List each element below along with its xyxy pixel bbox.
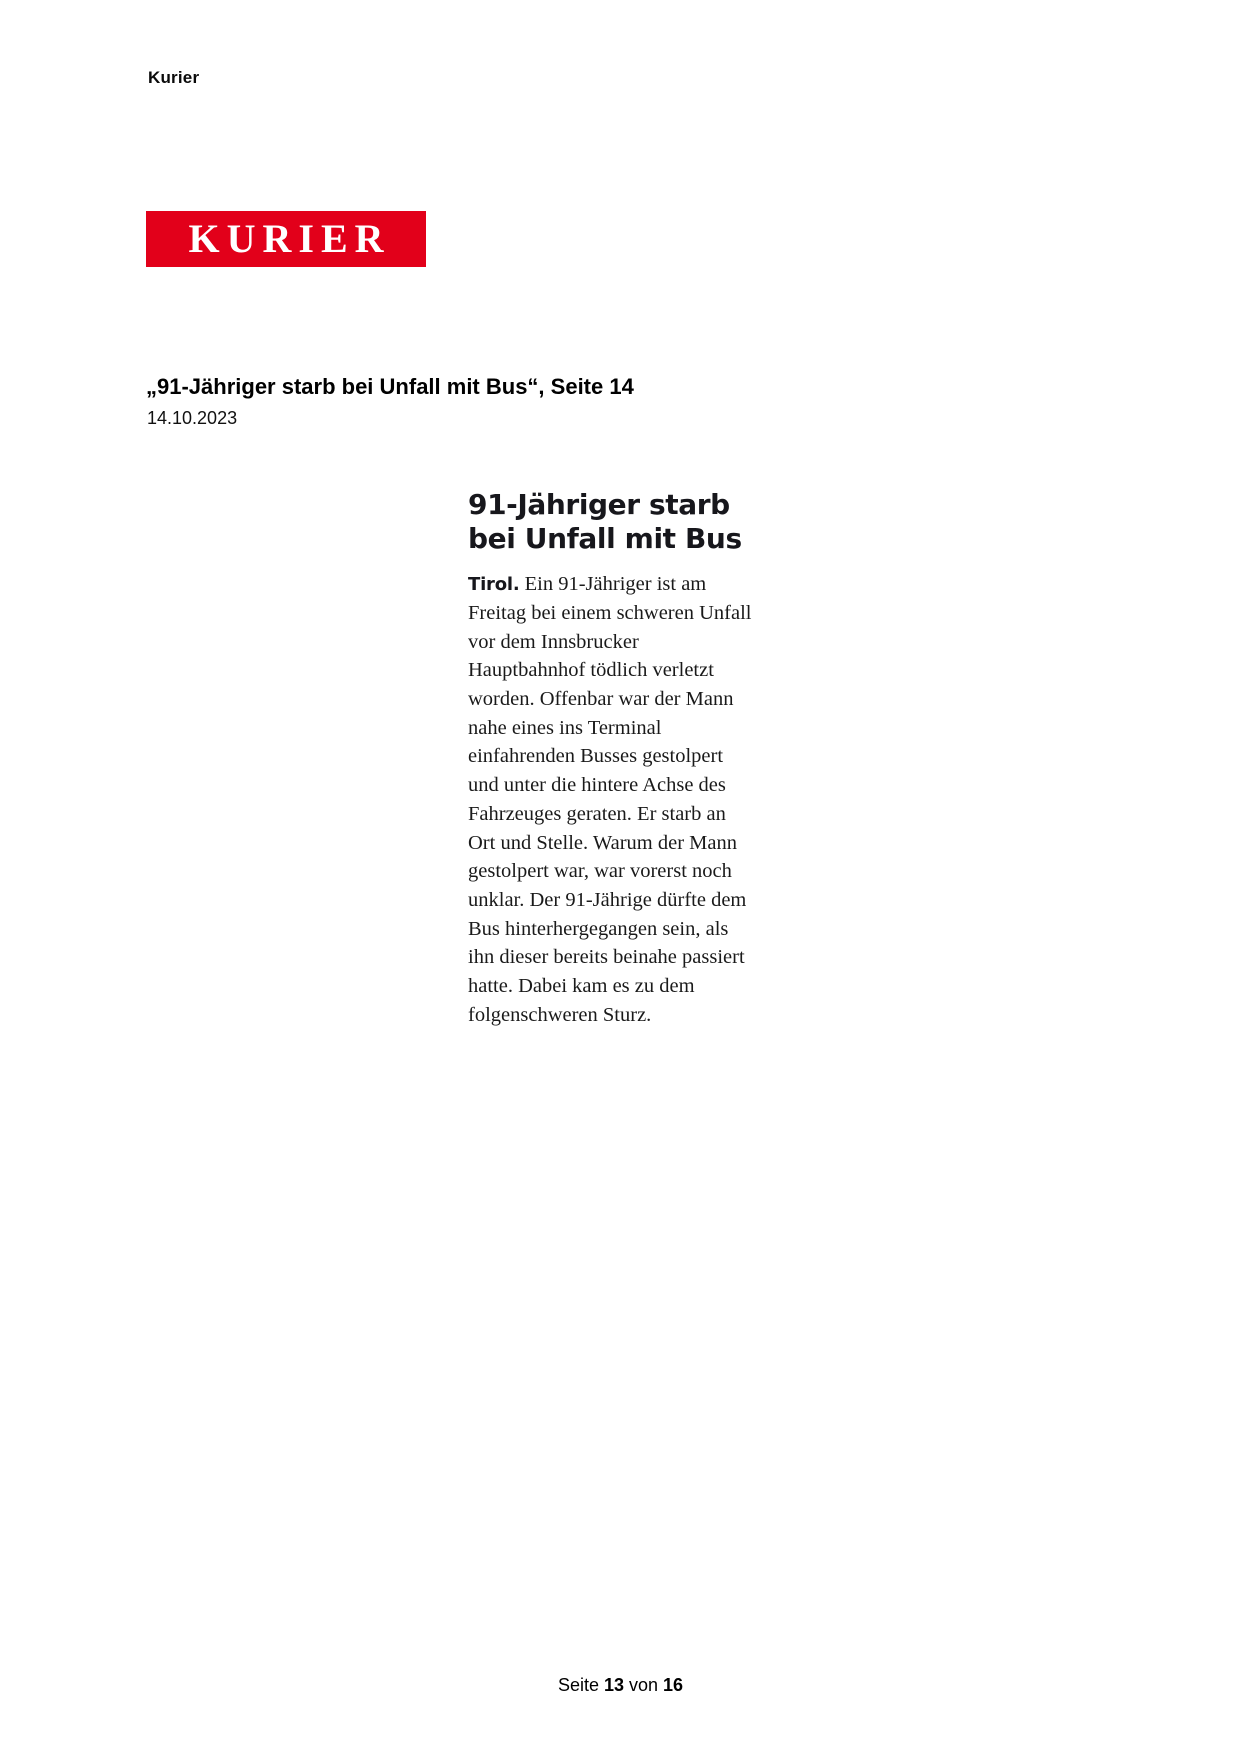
article-date: 14.10.2023 [147, 408, 238, 428]
kurier-logo [146, 211, 426, 267]
clipping-headline-line-2: bei Unfall mit Bus [468, 522, 742, 556]
clipping-headline [468, 488, 758, 556]
footer-current-page: 13 [603, 1675, 624, 1695]
footer-prefix: Seite [557, 1675, 604, 1695]
footer-middle: von [624, 1675, 664, 1695]
clipping-body-text: Ein 91-Jähriger ist am Freitag bei einem schweren Unfall vor dem Innsbrucker Hauptbahnhof tödlich verletzt worden. Offenbar war der Mann nahe eines ins Terminal einfahrenden Busses gestolpert und unter die hintere Achse des Fahrzeuges geraten. Er starb an Ort und Stelle. Warum der Mann gestolpert war, war vorerst noch unklar. Der 91-Jährige dürfte dem Bus hinterhergegangen sein, als ihn dieser bereits beinahe passiert hatte. Dabei kam es zu dem folgenschweren Sturz. [468, 573, 752, 1026]
page-footer [0, 1675, 1241, 1696]
clipping-headline-line-1: 91-Jähriger starb [468, 488, 730, 521]
article-title: „91-Jähriger starb bei Unfall mit Bus“, Seite 14 [146, 374, 634, 399]
kurier-logo-text: KURIER [188, 216, 391, 261]
footer-total-pages: 16 [663, 1675, 684, 1695]
newspaper-clipping [468, 488, 758, 1029]
clipping-body [468, 570, 758, 1029]
document-header-label: Kurier [148, 68, 200, 87]
clipping-dateline: Tirol. [468, 574, 520, 596]
